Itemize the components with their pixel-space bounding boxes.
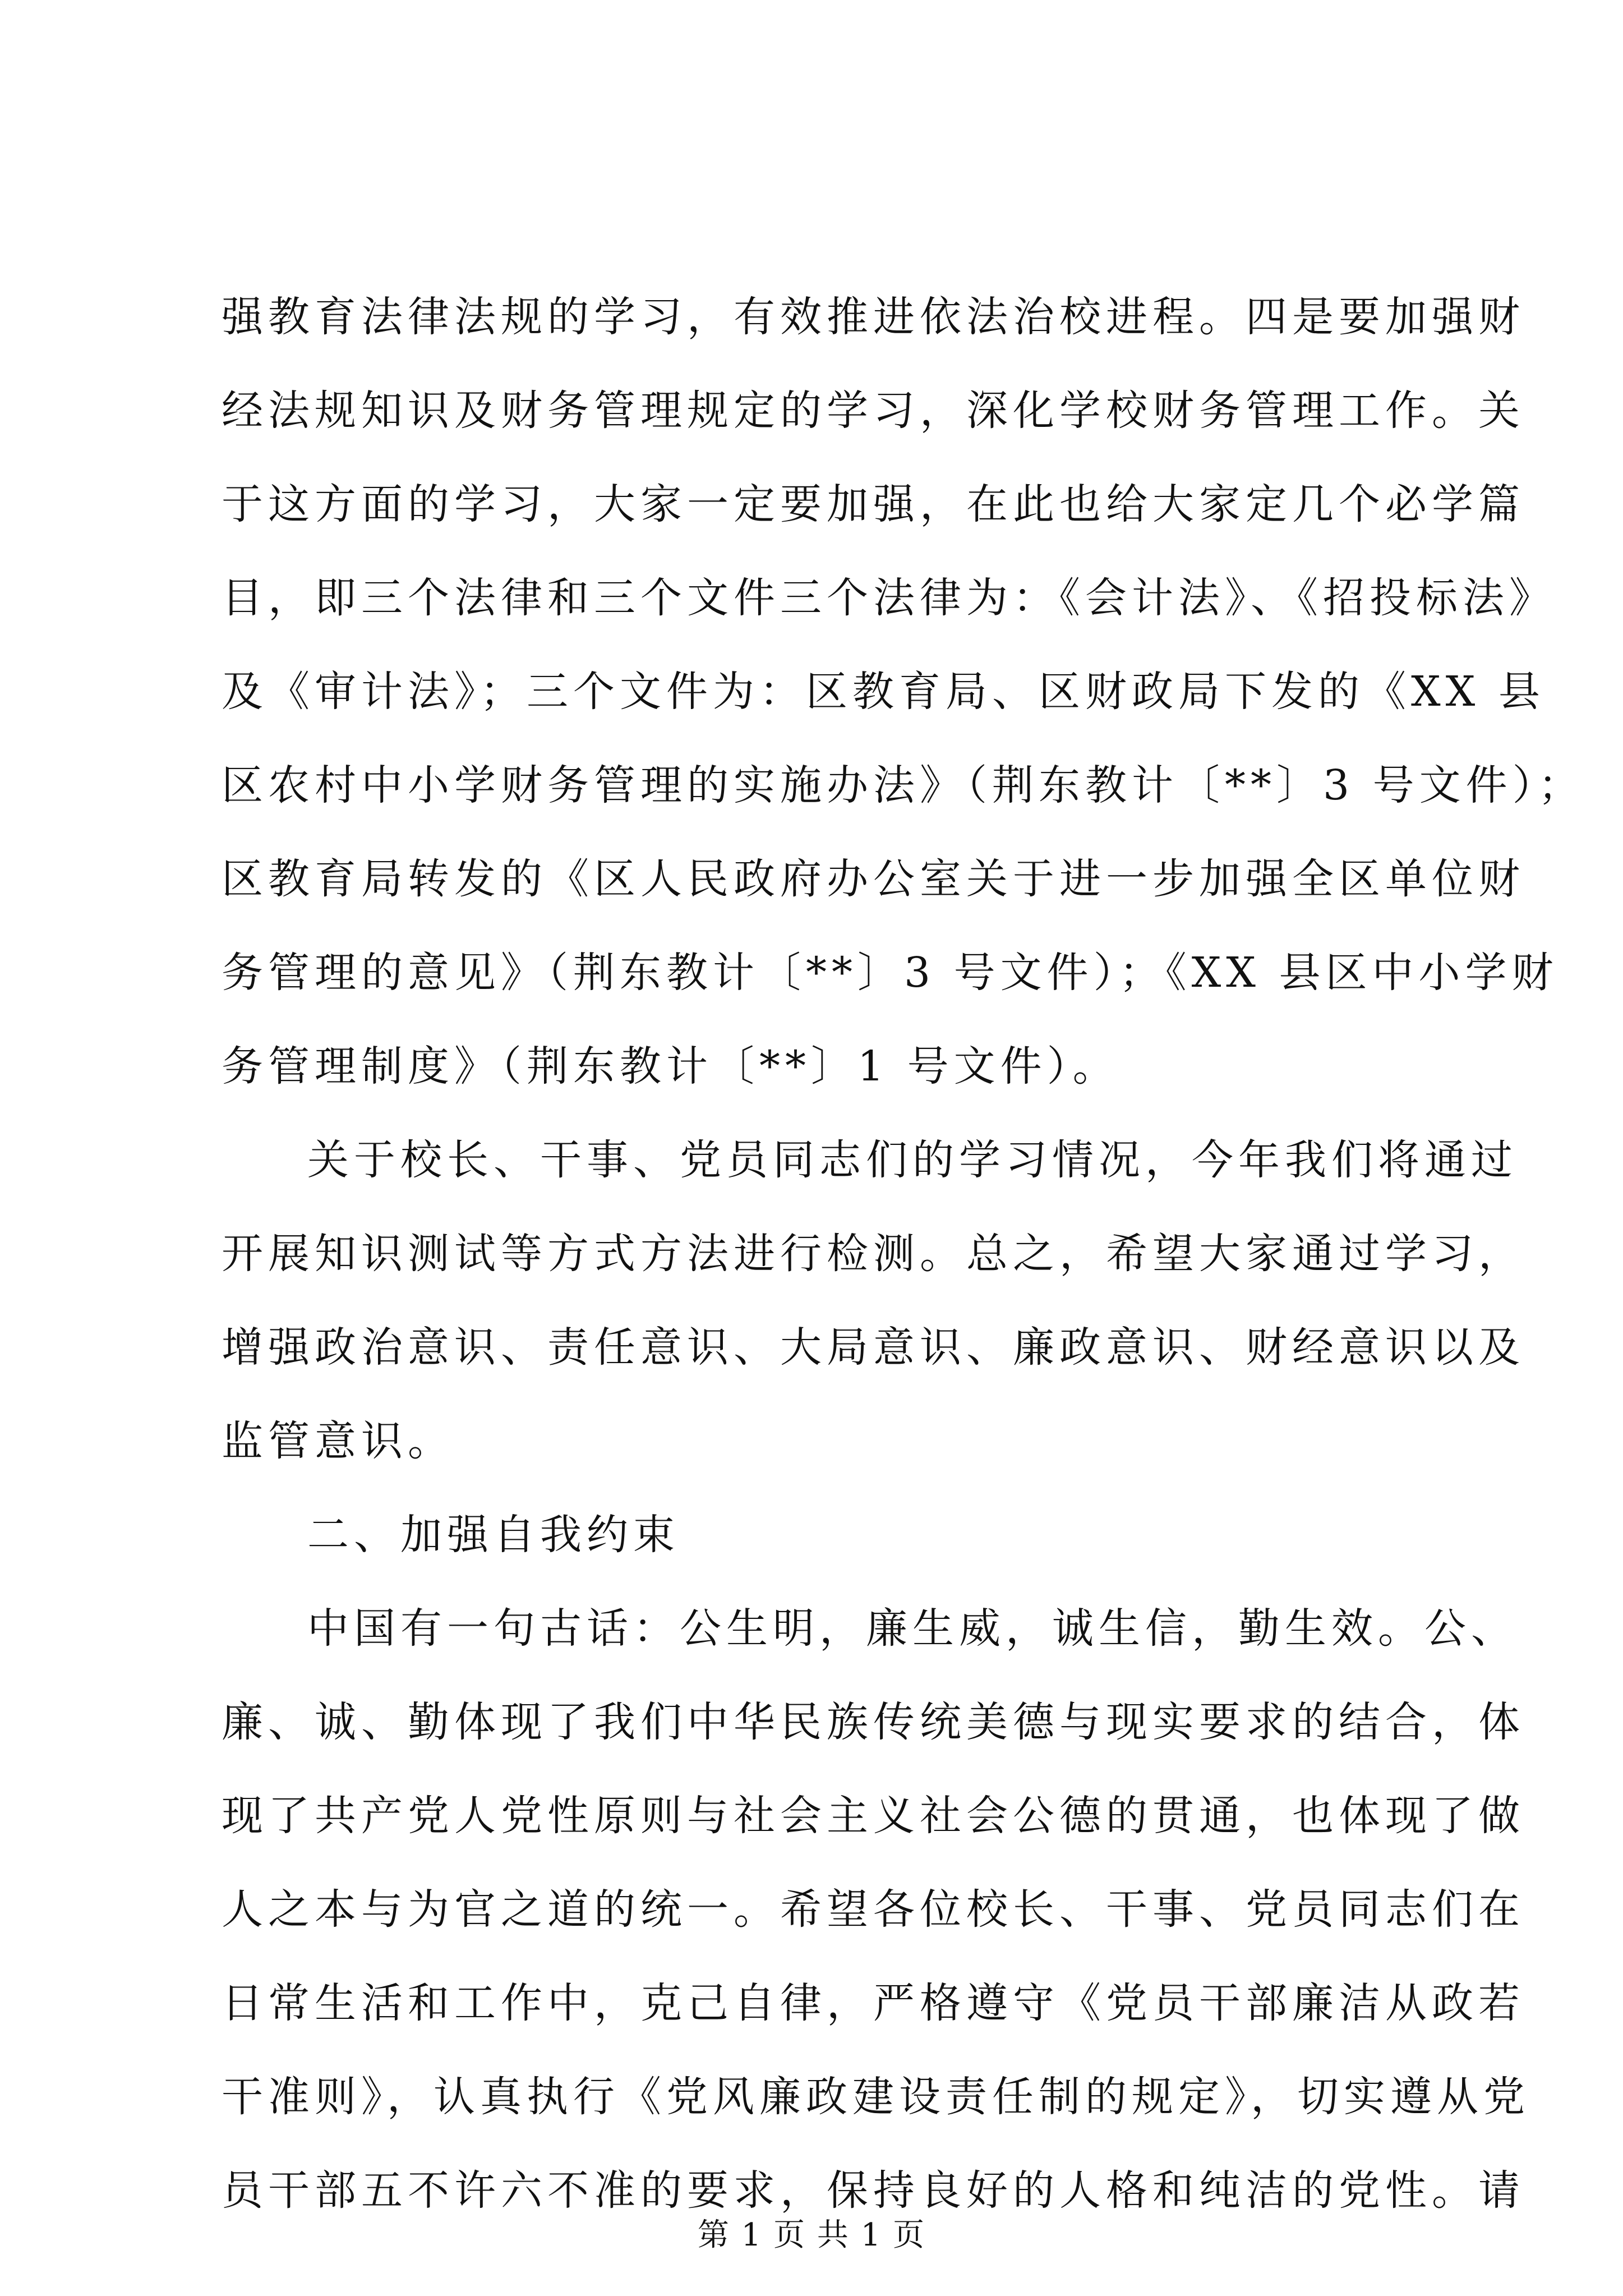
text-line: 人之本与为官之道的统一。希望各位校长、干事、党员同志们在: [222, 1885, 1525, 1934]
text-line: 监管意识。: [222, 1417, 454, 1465]
section-heading: 二、加强自我约束: [307, 1511, 680, 1559]
text-line: 日常生活和工作中，克己自律，严格遵守《党员干部廉洁从政若: [222, 1979, 1525, 2027]
text-line: 目，即三个法律和三个文件三个法律为：《会计法》、《招投标法》: [222, 574, 1556, 622]
text-line: 于这方面的学习，大家一定要加强，在此也给大家定几个必学篇: [222, 480, 1525, 528]
text-line: 务管理制度》（荆东教计〔**〕1 号文件）。: [222, 1042, 1119, 1091]
page-footer: 第 1 页 共 1 页: [697, 2217, 926, 2253]
text-line: 区农村中小学财务管理的实施办法》（荆东教计〔**〕3 号文件）；: [222, 761, 1585, 809]
text-line: 及《审计法》；三个文件为：区教育局、区财政局下发的《XX 县: [222, 668, 1545, 716]
text-line: 经法规知识及财务管理规定的学习，深化学校财务管理工作。关: [222, 386, 1525, 435]
text-line: 员干部五不许六不准的要求，保持良好的人格和纯洁的党性。请: [222, 2166, 1525, 2215]
text-line: 区教育局转发的《区人民政府办公室关于进一步加强全区单位财: [222, 855, 1525, 903]
paragraph-first-line: 关于校长、干事、党员同志们的学习情况，今年我们将通过: [307, 1136, 1518, 1184]
text-line: 务管理的意见》（荆东教计〔**〕3 号文件）；《XX 县区中小学财: [222, 949, 1559, 997]
text-line: 开展知识测试等方式方法进行检测。总之，希望大家通过学习，: [222, 1230, 1525, 1278]
paragraph-first-line: 中国有一句古话：公生明，廉生威，诚生信，勤生效。公、: [307, 1604, 1518, 1653]
text-line: 增强政治意识、责任意识、大局意识、廉政意识、财经意识以及: [222, 1323, 1525, 1372]
text-line: 干准则》，认真执行《党风廉政建设责任制的规定》，切实遵从党: [222, 2073, 1530, 2121]
text-line: 强教育法律法规的学习，有效推进依法治校进程。四是要加强财: [222, 293, 1525, 341]
text-line: 现了共产党人党性原则与社会主义社会公德的贯通，也体现了做: [222, 1792, 1525, 1840]
text-line: 廉、诚、勤体现了我们中华民族传统美德与现实要求的结合，体: [222, 1698, 1525, 1746]
